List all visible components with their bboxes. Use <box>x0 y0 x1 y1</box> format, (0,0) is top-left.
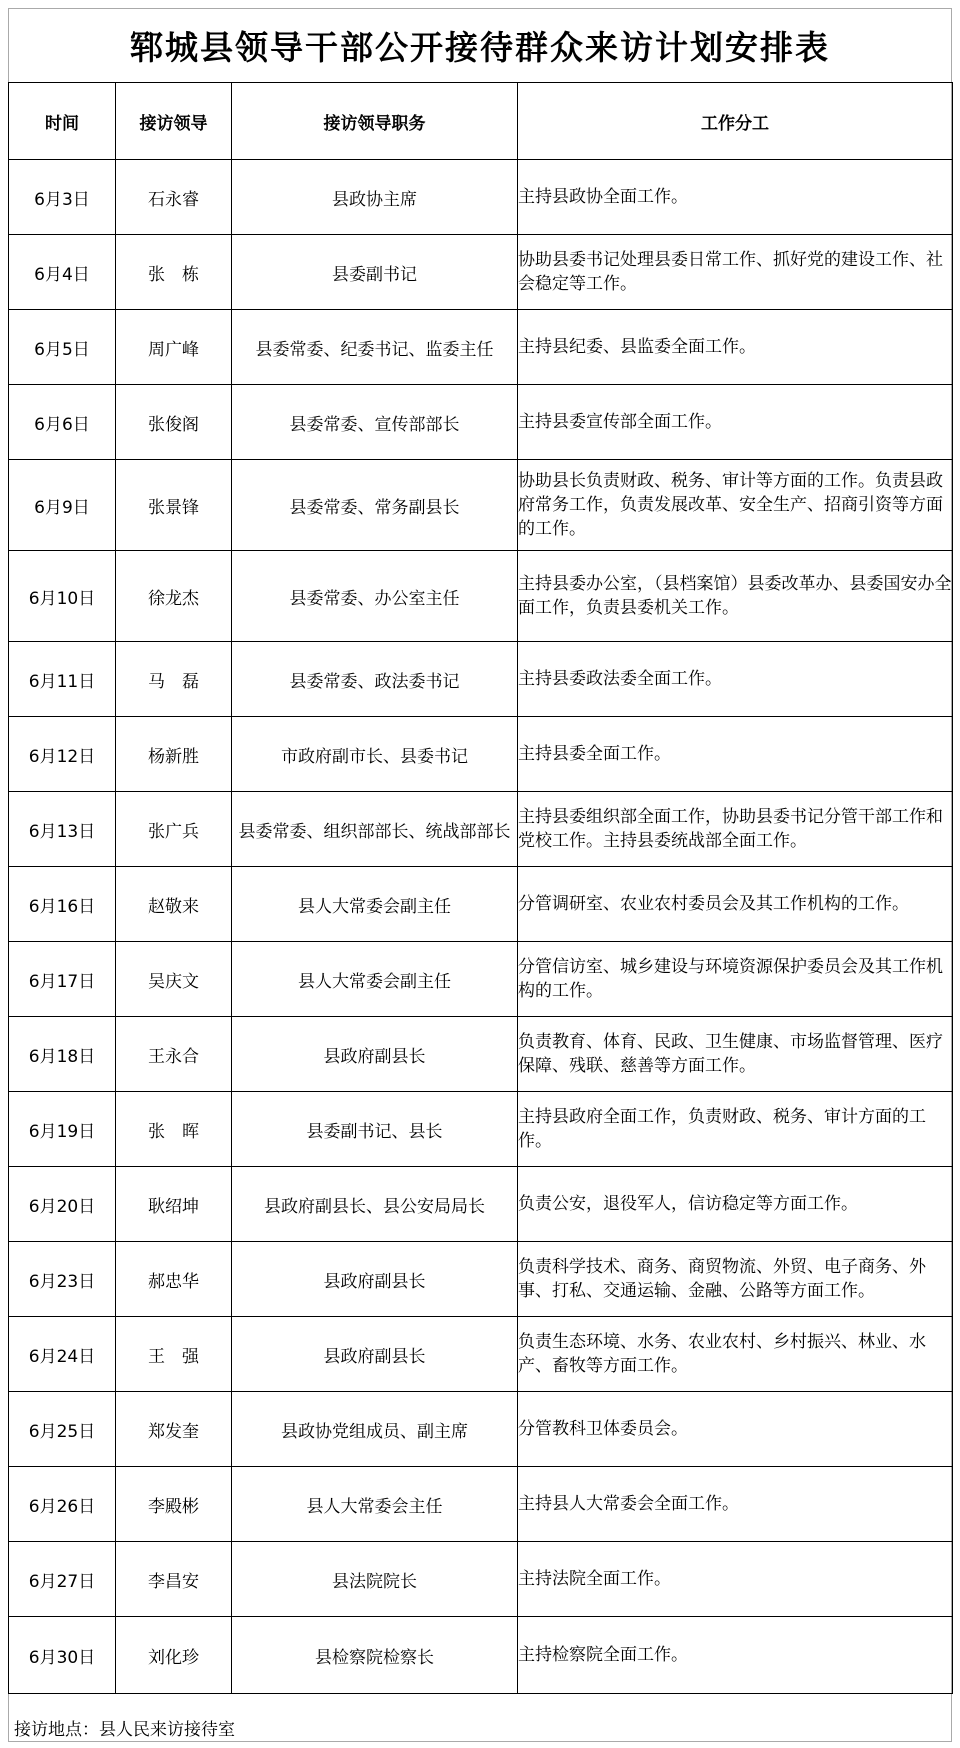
header-duty: 工作分工 <box>518 83 953 160</box>
cell-date: 6月27日 <box>9 1542 116 1617</box>
cell-leader: 赵敬来 <box>116 867 232 942</box>
table-row <box>9 460 953 551</box>
cell-date: 6月5日 <box>9 310 116 385</box>
cell-duty: 分管信访室、城乡建设与环境资源保护委员会及其工作机构的工作。 <box>518 942 953 1017</box>
cell-position: 县政府副县长 <box>232 1317 518 1392</box>
table-row <box>9 867 953 942</box>
cell-position: 县政协党组成员、副主席 <box>232 1392 518 1467</box>
cell-duty: 分管教科卫体委员会。 <box>518 1392 953 1467</box>
cell-position: 市政府副市长、县委书记 <box>232 717 518 792</box>
table-row <box>9 792 953 867</box>
table-row <box>9 642 953 717</box>
table-row <box>9 717 953 792</box>
cell-position: 县委常委、组织部部长、统战部部长 <box>232 792 518 867</box>
cell-duty: 负责公安，退役军人，信访稳定等方面工作。 <box>518 1167 953 1242</box>
cell-duty: 主持检察院全面工作。 <box>518 1617 953 1694</box>
cell-leader: 李殿彬 <box>116 1467 232 1542</box>
cell-leader: 郝忠华 <box>116 1242 232 1317</box>
cell-date: 6月19日 <box>9 1092 116 1167</box>
table-row <box>9 1542 953 1617</box>
cell-date: 6月20日 <box>9 1167 116 1242</box>
cell-duty: 主持县委宣传部全面工作。 <box>518 385 953 460</box>
cell-duty: 负责科学技术、商务、商贸物流、外贸、电子商务、外事、打私、交通运输、金融、公路等方面工作。 <box>518 1242 953 1317</box>
cell-position: 县人大常委会副主任 <box>232 942 518 1017</box>
header-leader: 接访领导 <box>116 83 232 160</box>
cell-duty: 协助县长负责财政、税务、审计等方面的工作。负责县政府常务工作，负责发展改革、安全生产、招商引资等方面的工作。 <box>518 460 953 551</box>
table-row <box>9 1242 953 1317</box>
cell-duty: 负责教育、体育、民政、卫生健康、市场监督管理、医疗保障、残联、慈善等方面工作。 <box>518 1017 953 1092</box>
cell-date: 6月17日 <box>9 942 116 1017</box>
cell-duty: 主持县人大常委会全面工作。 <box>518 1467 953 1542</box>
cell-leader: 郑发奎 <box>116 1392 232 1467</box>
cell-leader: 王永合 <box>116 1017 232 1092</box>
cell-leader: 马 磊 <box>116 642 232 717</box>
cell-date: 6月18日 <box>9 1017 116 1092</box>
cell-date: 6月11日 <box>9 642 116 717</box>
table-row <box>9 1617 953 1694</box>
cell-date: 6月4日 <box>9 235 116 310</box>
cell-position: 县委常委、纪委书记、监委主任 <box>232 310 518 385</box>
cell-date: 6月30日 <box>9 1617 116 1694</box>
cell-duty: 协助县委书记处理县委日常工作、抓好党的建设工作、社会稳定等工作。 <box>518 235 953 310</box>
cell-position: 县委副书记 <box>232 235 518 310</box>
cell-date: 6月16日 <box>9 867 116 942</box>
cell-date: 6月24日 <box>9 1317 116 1392</box>
schedule-table <box>8 82 953 1694</box>
cell-leader: 王 强 <box>116 1317 232 1392</box>
cell-date: 6月10日 <box>9 551 116 642</box>
table-row <box>9 310 953 385</box>
table-row <box>9 1017 953 1092</box>
cell-leader: 耿绍坤 <box>116 1167 232 1242</box>
cell-duty: 主持县委办公室，（县档案馆）县委改革办、县委国安办全面工作，负责县委机关工作。 <box>518 551 953 642</box>
cell-duty: 主持县委政法委全面工作。 <box>518 642 953 717</box>
cell-leader: 吴庆文 <box>116 942 232 1017</box>
table-row <box>9 160 953 235</box>
cell-date: 6月12日 <box>9 717 116 792</box>
cell-leader: 张 晖 <box>116 1092 232 1167</box>
cell-duty: 负责生态环境、水务、农业农村、乡村振兴、林业、水产、畜牧等方面工作。 <box>518 1317 953 1392</box>
cell-date: 6月25日 <box>9 1392 116 1467</box>
cell-position: 县法院院长 <box>232 1542 518 1617</box>
table-row <box>9 1167 953 1242</box>
cell-duty: 主持法院全面工作。 <box>518 1542 953 1617</box>
visit-location-note: 接访地点：县人民来访接待室 <box>14 1719 235 1740</box>
cell-position: 县委常委、政法委书记 <box>232 642 518 717</box>
cell-leader: 张 栋 <box>116 235 232 310</box>
cell-date: 6月26日 <box>9 1467 116 1542</box>
cell-position: 县委副书记、县长 <box>232 1092 518 1167</box>
table-row <box>9 385 953 460</box>
header-date: 时间 <box>9 83 116 160</box>
cell-duty: 主持县委组织部全面工作，协助县委书记分管干部工作和党校工作。主持县委统战部全面工作。 <box>518 792 953 867</box>
cell-date: 6月9日 <box>9 460 116 551</box>
cell-leader: 周广峰 <box>116 310 232 385</box>
cell-duty: 主持县委全面工作。 <box>518 717 953 792</box>
cell-position: 县检察院检察长 <box>232 1617 518 1694</box>
cell-duty: 主持县政府全面工作，负责财政、税务、审计方面的工作。 <box>518 1092 953 1167</box>
cell-position: 县人大常委会主任 <box>232 1467 518 1542</box>
cell-position: 县政府副县长、县公安局局长 <box>232 1167 518 1242</box>
table-row <box>9 1092 953 1167</box>
cell-leader: 李昌安 <box>116 1542 232 1617</box>
cell-leader: 张景锋 <box>116 460 232 551</box>
table-row <box>9 942 953 1017</box>
cell-leader: 张俊阁 <box>116 385 232 460</box>
cell-leader: 徐龙杰 <box>116 551 232 642</box>
cell-date: 6月3日 <box>9 160 116 235</box>
cell-date: 6月6日 <box>9 385 116 460</box>
page-title: 郓城县领导干部公开接待群众来访计划安排表 <box>130 27 830 67</box>
cell-position: 县委常委、宣传部部长 <box>232 385 518 460</box>
table-row <box>9 1467 953 1542</box>
cell-leader: 张广兵 <box>116 792 232 867</box>
cell-date: 6月13日 <box>9 792 116 867</box>
cell-duty: 主持县纪委、县监委全面工作。 <box>518 310 953 385</box>
table-row <box>9 1317 953 1392</box>
cell-date: 6月23日 <box>9 1242 116 1317</box>
cell-position: 县人大常委会副主任 <box>232 867 518 942</box>
cell-position: 县政府副县长 <box>232 1017 518 1092</box>
cell-leader: 刘化珍 <box>116 1617 232 1694</box>
cell-leader: 石永睿 <box>116 160 232 235</box>
table-row <box>9 551 953 642</box>
cell-position: 县委常委、常务副县长 <box>232 460 518 551</box>
table-row <box>9 1392 953 1467</box>
cell-duty: 主持县政协全面工作。 <box>518 160 953 235</box>
cell-position: 县政府副县长 <box>232 1242 518 1317</box>
table-header-row <box>9 83 953 160</box>
cell-position: 县委常委、办公室主任 <box>232 551 518 642</box>
cell-position: 县政协主席 <box>232 160 518 235</box>
cell-duty: 分管调研室、农业农村委员会及其工作机构的工作。 <box>518 867 953 942</box>
header-position: 接访领导职务 <box>232 83 518 160</box>
cell-leader: 杨新胜 <box>116 717 232 792</box>
table-row <box>9 235 953 310</box>
